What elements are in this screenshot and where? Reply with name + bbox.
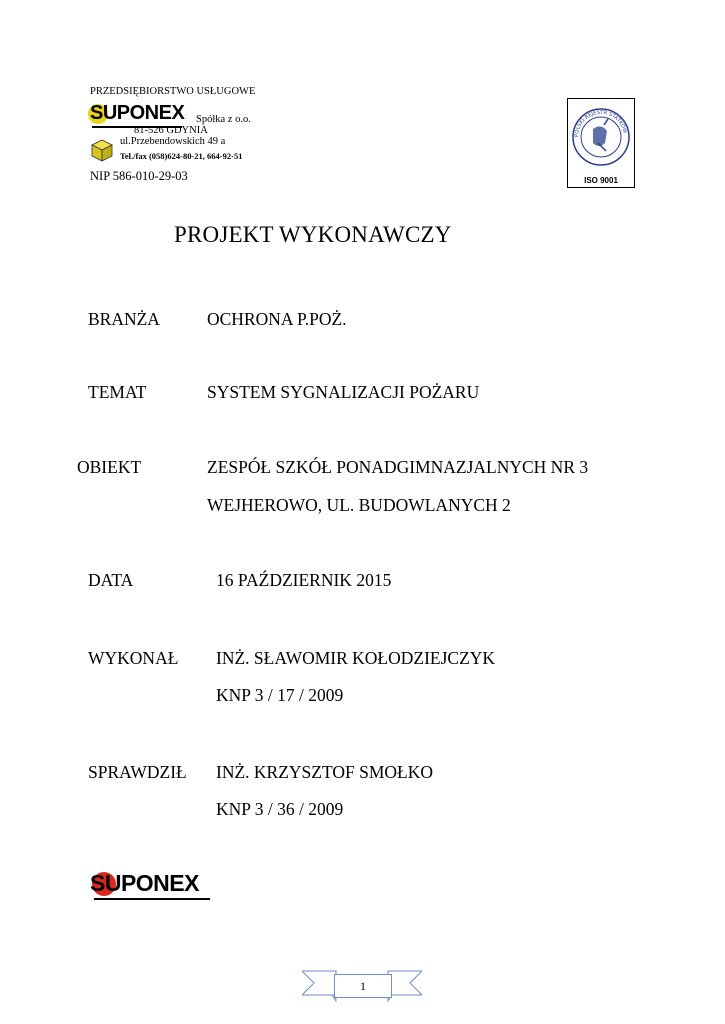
sprawdzil-value-line2: KNP 3 / 36 / 2009 (216, 799, 344, 819)
footer-brand: SUPONEX (90, 870, 199, 896)
sprawdzil-label: SPRAWDZIŁ (88, 762, 187, 782)
company-postal: 81-526 GDYNIA (134, 125, 208, 136)
iso-certificate-logo (567, 98, 635, 188)
company-phone: Tel./fax (058)624-80-21, 664-92-51 (120, 151, 243, 161)
iso-standard-label: ISO 9001 (584, 176, 618, 185)
wykonal-value-line2: KNP 3 / 17 / 2009 (216, 685, 344, 705)
branza-label: BRANŻA (88, 309, 160, 329)
company-logo (90, 102, 185, 126)
branza-value: OCHRONA P.POŻ. (207, 309, 347, 329)
data-label: DATA (88, 570, 134, 590)
data-value: 16 PAŹDZIERNIK 2015 (216, 570, 392, 590)
obiekt-label: OBIEKT (77, 457, 142, 477)
company-type: PRZEDSIĘBIORSTWO USŁUGOWE (90, 86, 256, 97)
company-nip: NIP 586-010-29-03 (90, 169, 188, 183)
temat-value: SYSTEM SYGNALIZACJI POŻARU (207, 382, 480, 402)
footer-logo-underline (94, 898, 210, 900)
temat-label: TEMAT (88, 382, 147, 402)
box-icon (88, 137, 116, 163)
obiekt-value-line1: ZESPÓŁ SZKÓŁ PONADGIMNAZJALNYCH NR 3 (207, 457, 589, 477)
document-title: PROJEKT WYKONAWCZY (174, 222, 452, 247)
company-brand: SUPONEX (90, 102, 185, 124)
sprawdzil-value-line1: INŻ. KRZYSZTOF SMOŁKO (216, 762, 433, 782)
company-header (86, 82, 261, 192)
wykonal-label: WYKONAŁ (88, 648, 179, 668)
page-number: 1 (334, 974, 392, 998)
footer-logo (90, 868, 215, 902)
obiekt-value-line2: WEJHEROWO, UL. BUDOWLANYCH 2 (207, 495, 511, 515)
prs-seal-icon (568, 99, 634, 173)
svg-text:POLSKI REJESTR STATKÓW: POLSKI REJESTR STATKÓW (573, 109, 628, 138)
wykonal-value-line1: INŻ. SŁAWOMIR KOŁODZIEJCZYK (216, 648, 496, 668)
company-legal-form: Spółka z o.o. (196, 114, 251, 125)
company-street: ul.Przebendowskich 49 a (120, 136, 226, 147)
